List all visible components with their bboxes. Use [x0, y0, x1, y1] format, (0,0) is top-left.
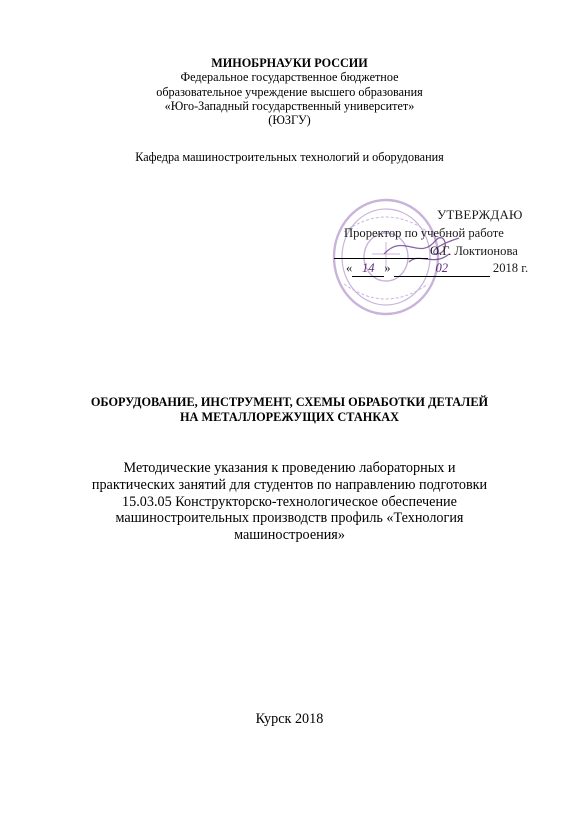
approval-block	[324, 192, 554, 322]
date-quote-open: «	[346, 261, 353, 275]
institution-line-1: Федеральное государственное бюджетное	[180, 70, 399, 85]
description-line-4: машиностроительных производств профиль «Технология	[115, 510, 464, 527]
description-line-2: практических занятий для студентов по направлению подготовки	[91, 476, 488, 493]
approver-name: О.Г. Локтионова	[430, 244, 518, 258]
approval-month: 02	[394, 261, 490, 277]
document-title-line-1: ОБОРУДОВАНИЕ, ИНСТРУМЕНТ, СХЕМЫ ОБРАБОТКИ ДЕТАЛЕЙ	[90, 395, 489, 409]
description-line-3: 15.03.05 Конструкторско-технологическое обеспечение	[122, 493, 457, 510]
date-quote-close: »	[384, 261, 391, 275]
approval-date	[346, 261, 528, 277]
approval-title: УТВЕРЖДАЮ	[437, 207, 523, 222]
document-title-line-2: НА МЕТАЛЛОРЕЖУЩИХ СТАНКАХ	[179, 410, 400, 424]
approver-role: Проректор по учебной работе	[344, 226, 504, 240]
description-line-5: машиностроения»	[234, 527, 345, 544]
approval-year: 2018 г.	[492, 261, 529, 275]
university-abbreviation: (ЮЗГУ)	[268, 113, 311, 128]
signature-blank	[334, 246, 428, 259]
document-description	[0, 460, 579, 544]
institution-header	[0, 56, 579, 127]
document-title	[0, 395, 579, 425]
city-year: Курск 2018	[255, 711, 324, 727]
approver-name-line	[334, 244, 518, 259]
description-line-1: Методические указания к проведению лабораторных и	[123, 460, 456, 476]
department-name: Кафедра машиностроительных технологий и оборудования	[135, 150, 444, 164]
approval-day: 14	[352, 261, 384, 277]
institution-line-2: образовательное учреждение высшего образования	[156, 84, 423, 99]
university-name: «Юго-Западный государственный университет»	[164, 98, 415, 113]
ministry-name: МИНОБРНАУКИ РОССИИ	[211, 56, 368, 70]
